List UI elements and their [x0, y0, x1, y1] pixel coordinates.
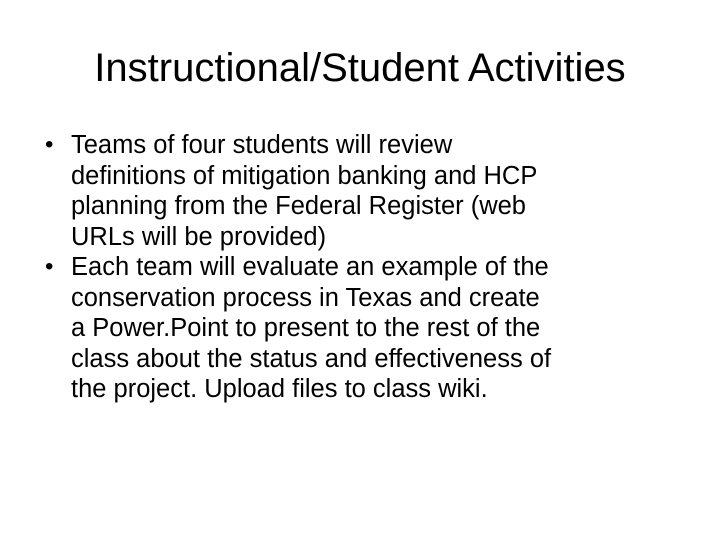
slide-title: Instructional/Student Activities [94, 46, 626, 90]
bullet-text-line: conservation process in Texas and create [71, 283, 540, 312]
bullet-icon: • [45, 253, 54, 280]
bullet-icon: • [45, 131, 54, 158]
bullet-text-line: Teams of four students will review [71, 131, 453, 159]
bullet-text-line: class about the status and effectiveness of [71, 344, 552, 373]
bullet-list [45, 130, 695, 405]
bullet-item-team-evaluate [45, 252, 695, 405]
bullet-text-line: URLs will be provided) [71, 222, 327, 251]
bullet-item-teams-review [45, 130, 695, 252]
bullet-text-line: Each team will evaluate an example of the [71, 253, 549, 281]
bullet-text-line: the project. Upload files to class wiki. [71, 375, 488, 403]
bullet-text-line: a Power.Point to present to the rest of the [71, 314, 541, 342]
bullet-text-line: planning from the Federal Register (web [71, 192, 526, 220]
bullet-text-line: definitions of mitigation banking and HCP [71, 161, 538, 190]
